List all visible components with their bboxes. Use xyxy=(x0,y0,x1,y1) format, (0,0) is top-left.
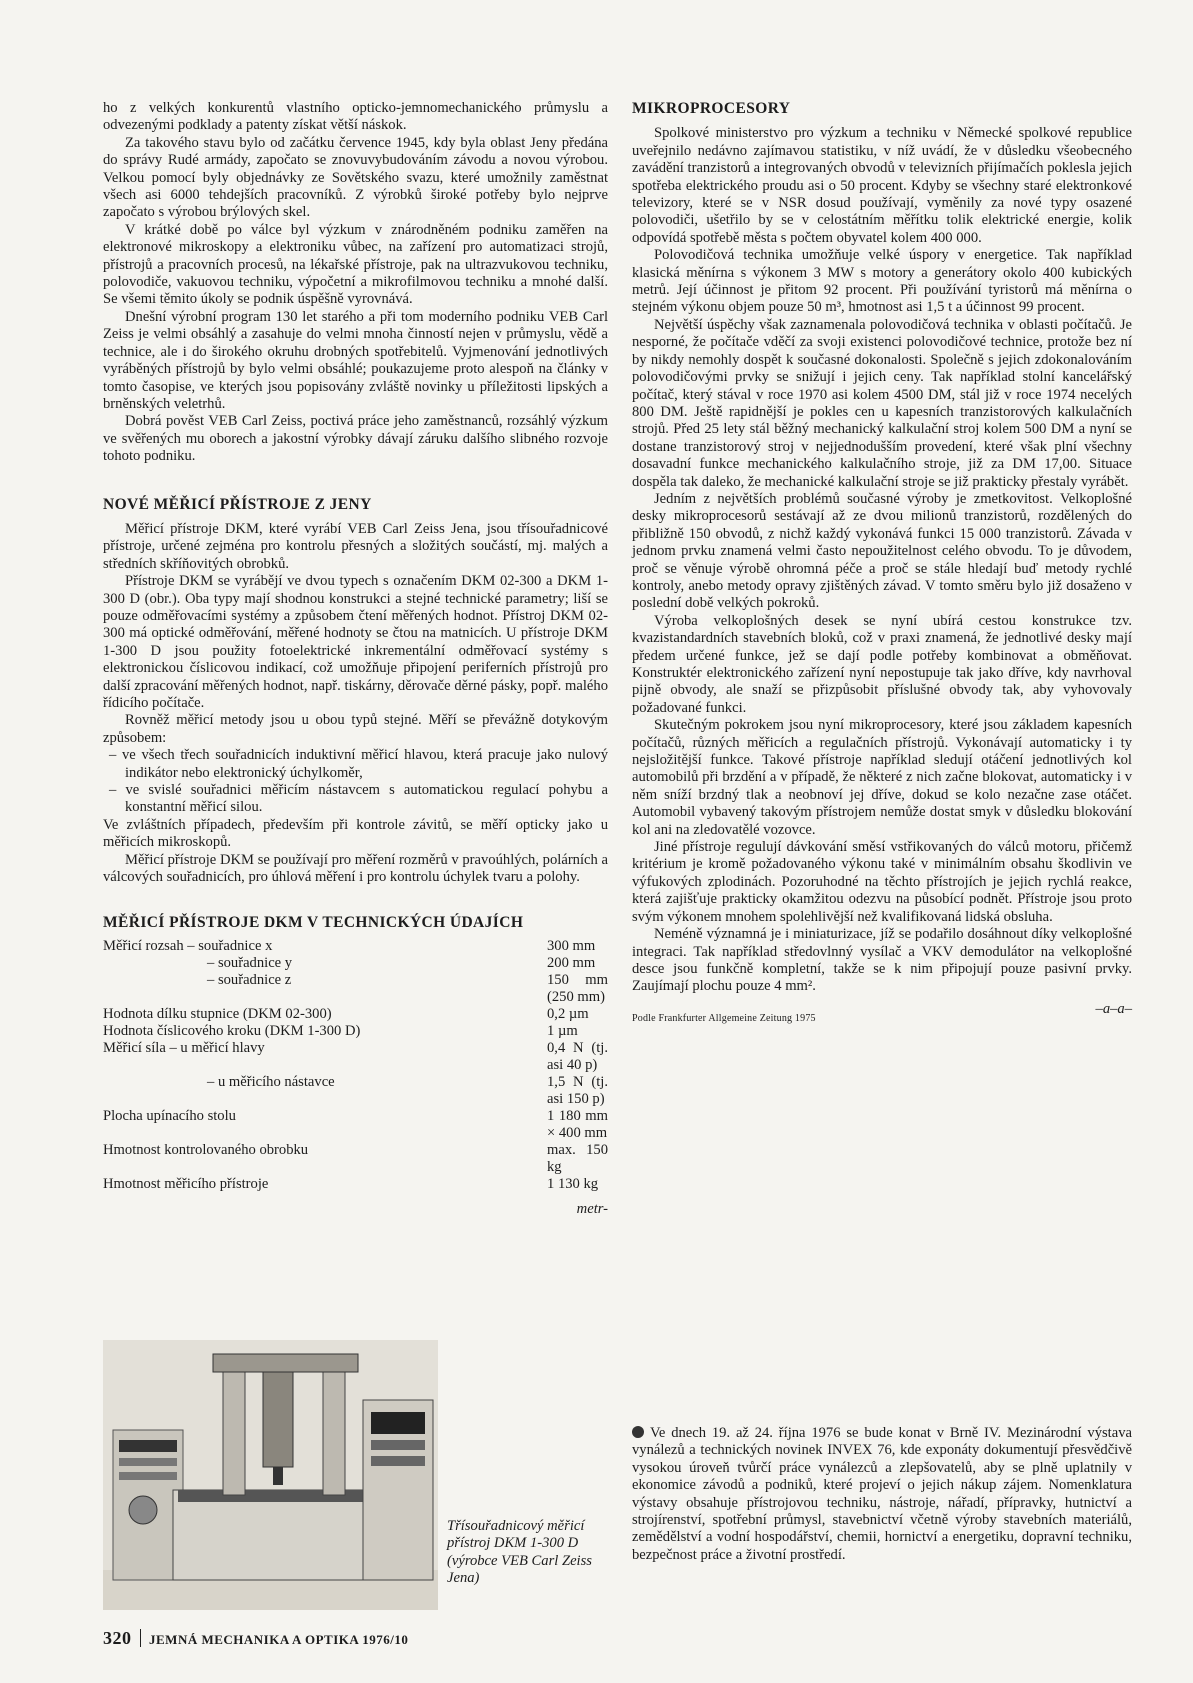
spec-value: max. 150 kg xyxy=(547,1141,608,1175)
spec-row xyxy=(103,955,608,972)
spec-row xyxy=(103,972,608,1006)
paragraph: V krátké době po válce byl výzkum v znárodněném podniku zaměřen na elektronové mikroskopy a elektroniku vůbec, na zařízení pro automatizaci strojů, přístrojů a pracovních procesů, na lékařské přístroje, pak na ultrazvukovou techniku, polovodiče, vakuovou techniku, výpočetní a mikrofilmovou techniku a mnohé další. Se všemi těmito úkoly se podnik úspěšně vyrovnává. xyxy=(103,221,608,308)
spec-row xyxy=(103,1040,608,1074)
paragraph: Měřicí přístroje DKM, které vyrábí VEB Carl Zeiss Jena, jsou třísouřadnicové přístroje, určené zejména pro kontrolu přesných a složitých součástí, mj. malých a středních skříňovitých obrobků. xyxy=(103,520,608,572)
spec-row xyxy=(103,1142,608,1176)
spec-label: Hmotnost měřicího přístroje xyxy=(103,1175,269,1192)
spec-table xyxy=(103,938,608,1193)
spec-table-title: MĚŘICÍ PŘÍSTROJE DKM V TECHNICKÝCH ÚDAJÍCH xyxy=(103,914,524,932)
instrument-illustration xyxy=(103,1340,438,1610)
paragraph: Jiné přístroje regulují dávkování směsí vstřikovaných do válců motoru, přičemž kritérium je kromě požadovaného výkonu také v minimálním obsahu škodlivin ve výfukových zplodinách. Pozoruhodné na těchto přístrojích je jejich rychlá reakce, která zajišťuje prakticky okamžitou odezvu na působící podnět. Přístroje jsou proto svým výkonem mnohem spolehlivější než kvalifikovaná lidská obsluha. xyxy=(632,839,1132,925)
dkm-instrument-photo xyxy=(103,1340,438,1610)
spec-label: Hodnota dílku stupnice (DKM 02-300) xyxy=(103,1005,332,1022)
spec-label: – u měřicího nástavce xyxy=(207,1073,335,1090)
paragraph: Jedním z největších problémů současné výroby je zmetkovitost. Velkoplošné desky mikroprocesorů sestávají až ze dvou milionů tranzistorů, rozdělených do přibližně 150 obvodů, z nichž každý vykonává funkci 15 000 tranzistorů. Závada v jednom prvku znamená velmi často nepoužitelnost celého obvodu. To je důvodem, proč se věnuje výrobě ohromná péče a proč se stále hledají buď metody rychlé kontroly, anebo metody opravy zjištěných závad. V tomto směru bylo již dosaženo v poslední době velkých pokroků. xyxy=(632,490,1132,612)
author-signature: metr- xyxy=(576,1200,608,1217)
spec-value: 150 mm (250 mm) xyxy=(547,971,608,1005)
page-footer xyxy=(103,1628,408,1649)
paragraph: Největší úspěchy však zaznamenala polovodičová technika v oblasti počítačů. Je nesporné, že počítače vděčí za svoji existenci polovodičové technice, protože bez ní by nikdy nemohly dospět k současné dokonalosti. Společně s jejich zdokonalováním polovodičovými prvky se snižují i jejich ceny. Tak například stolní kancelářský počítač, který stával v roce 1970 asi kolem 4500 DM, stál již v roce 1974 necelých 800 DM. Ještě rapidnější je pokles cen u kapesních tranzistorových kalkulačních strojů. Před 25 lety stál běžný mechanický kalkulační stroj kolem 500 DM a nyní se dostane tranzistorový stroj v nejjednodušším provedení, které však plní všechny dosavadní funkce mechanického kalkulačního stroje, již za DM 17,00. Situace dospěla tak daleko, že mechanické kalkulační stroje se již prakticky přestaly vyrábět. xyxy=(632,316,1132,490)
paragraph: Za takového stavu bylo od začátku července 1945, kdy byla oblast Jeny předána do správy Rudé armády, započato se znovuvybudováním závodu a novou výrobou. Velkou pomocí byly objednávky ze Sovětského svazu, které umožnily zaměstnat všech asi 6000 tehdejších pracovníků. Z výrobků široké potřeby bylo nejprve započato s výrobou brýlových skel. xyxy=(103,134,608,221)
spec-value: 1 180 mm × 400 mm xyxy=(547,1107,608,1141)
right-column xyxy=(632,100,1132,1024)
section-heading-mikroprocesory: MIKROPROCESORY xyxy=(632,100,791,117)
spec-label: Hodnota číslicového kroku (DKM 1-300 D) xyxy=(103,1022,361,1039)
spec-label: – souřadnice z xyxy=(207,971,292,988)
paragraph: Polovodičová technika umožňuje velké úspory v energetice. Tak například klasická měnírna s výkonem 3 MW s motory a generátory okolo 400 kubických metrů. Její účinnost je přitom 92 procent. Při používání tyristorů má měnírna o stejném výkonu objem pouze 50 m³, hmotnost asi 1,5 t a účinnost 99 procent. xyxy=(632,247,1132,316)
paragraph: Rovněž měřicí metody jsou u obou typů stejné. Měří se převážně dotykovým způsobem: xyxy=(103,712,608,746)
spec-row xyxy=(103,1176,608,1193)
source-note: Podle Frankfurter Allgemeine Zeitung 1975 xyxy=(632,1012,816,1024)
paragraph: Dobrá pověst VEB Carl Zeiss, poctivá práce jeho zaměstnanců, rozsáhlý výzkum ve svěřených mu oborech a jakostní výrobky dávají záruku dalšího slibného rozvoje tohoto podniku. xyxy=(103,413,608,465)
spec-value: 0,4 N (tj. asi 40 p) xyxy=(547,1039,608,1073)
spec-label: Plocha upínacího stolu xyxy=(103,1107,236,1124)
paragraph: Přístroje DKM se vyrábějí ve dvou typech s označením DKM 02-300 a DKM 1-300 D (obr.). Oba typy mají shodnou konstrukci a stejné technické parametry; liší se pouze odměřovacími systémy a způsobem čtení měřených hodnot. Přístroj DKM 02-300 má optické odměřování, měřené hodnoty se čtou na matnicích. U přístroje DKM 1-300 D jsou použity fotoelektrické inkrementální odměřovací systémy s elektronickou číslicovou indikací, což umožňuje připojení periferních přístrojů pro další zpracování měřených hodnot, např. tiskárny, děrovače děrné pásky, popř. malého řídicího počítače. xyxy=(103,573,608,711)
invex-news-item xyxy=(632,1425,1132,1564)
journal-name: JEMNÁ MECHANIKA A OPTIKA 1976/10 xyxy=(149,1632,409,1647)
paragraph: Dnešní výrobní program 130 let starého a při tom moderního podniku VEB Carl Zeiss je velmi obsáhlý a zasahuje do velmi mnoha činností nejen v průmyslu, vědě a technice, ale i do širokého okruhu drobných spotřebitelů. Vyjmenování jednotlivých vyráběných přístrojů by bylo velmi obsáhlé; poukazujeme proto alespoň na články v tomto časopise, ve kterých jsou popisovány zvláště novinky u příležitosti lipských a brněnských veletrhů. xyxy=(103,308,608,412)
page-number: 320 xyxy=(103,1628,132,1648)
figure-caption: Třísouřadnicový měřicí přístroj DKM 1-300 D (výrobce VEB Carl Zeiss Jena) xyxy=(447,1518,592,1587)
footer-divider xyxy=(140,1629,142,1647)
list-item: – ve svislé souřadnici měřicím nástavcem s automatickou regulací pohybu a konstantní měřicí silou. xyxy=(103,782,608,817)
news-text: Ve dnech 19. až 24. října 1976 se bude konat v Brně IV. Mezinárodní výstava vynálezů a technických novinek INVEX 76, kde exponáty dokumentují přesvědčivě vysokou úroveň tvůrčí práce vynálezců a zlepšovatelů, aby se plně uplatnily v ekonomice závodů a podniků, které projeví o jejich nákup zájem. Nomenklatura výstavy obsahuje přístrojovou techniku, nástroje, nářadí, přípravky, hutnictví a strojírenství, spotřební průmysl, stavebnictví včetně výroby stavebních materiálů, zemědělství a vodní hospodářství, chemii, hornictví a energetiku, dopravní techniku, bezpečnost práce a životní prostředí. xyxy=(632,1425,1132,1563)
spec-label: – souřadnice y xyxy=(207,954,293,971)
spec-value: 200 mm xyxy=(547,954,596,971)
paragraph: Neméně významná je i miniaturizace, jíž se podařilo dosáhnout díky velkoplošné integraci. Tak například středovlnný vysílač a VKV demodulátor na velkoplošné desce jsou funkčně kompletní, takže se k nim připojují pouze pasivní prvky. Zaujímají plochu pouze 4 mm². xyxy=(632,926,1132,995)
spec-value: 1 130 kg xyxy=(547,1175,599,1192)
author-signature: –a–a– xyxy=(1095,1001,1132,1018)
left-column xyxy=(103,100,608,1218)
paragraph: Výroba velkoplošných desek se nyní ubírá cestou konstrukce tzv. kvazistandardních stavebních bloků, což v praxi znamená, že jednotlivé desky mají předem určené funkce, jež se dají podle potřeby kombinovat a obměňovat. Konstruktér elektronického zařízení nyní nepostupuje tak jako dříve, kdy navrhoval pijně obvody, ale snaží se přizpůsobit příslušné obvody tak, aby vyhovovaly požadované funkci. xyxy=(632,612,1132,716)
spec-row xyxy=(103,1074,608,1108)
paragraph: Měřicí přístroje DKM se používají pro měření rozměrů v pravoúhlých, polárních a válcových souřadnicích, pro úhlová měření i pro kontrolu úchylek tvaru a polohy. xyxy=(103,851,608,886)
spec-label: Měřicí síla – u měřicí hlavy xyxy=(103,1039,265,1056)
spec-label: Hmotnost kontrolovaného obrobku xyxy=(103,1141,309,1158)
spec-row xyxy=(103,1108,608,1142)
spec-value: 300 mm xyxy=(547,937,596,954)
spec-label: Měřicí rozsah – souřadnice x xyxy=(103,937,273,954)
spec-value: 0,2 µm xyxy=(547,1005,589,1022)
spec-value: 1 µm xyxy=(547,1022,578,1039)
paragraph: Ve zvláštních případech, především při kontrole závitů, se měří opticky jako u měřicích mikroskopů. xyxy=(103,816,608,851)
list-item: – ve všech třech souřadnicích induktivní měřicí hlavou, která pracuje jako nulový indikátor nebo elektronický úchylkoměr, xyxy=(103,747,608,782)
spec-row xyxy=(103,938,608,955)
spec-row xyxy=(103,1023,608,1040)
spec-value: 1,5 N (tj. asi 150 p) xyxy=(547,1073,608,1107)
section-heading-nove-merici-pristroje: NOVÉ MĚŘICÍ PŘÍSTROJE Z JENY xyxy=(103,495,372,513)
paragraph: Spolkové ministerstvo pro výzkum a techniku v Německé spolkové republice uveřejnilo nedávno zajímavou statistiku, v níž uvádí, že v důsledku všeobecného zavádění tranzistorů a integrovaných obvodů v televizních přijímačích poklesla jejich spotřeba elektrického proudu asi o 50 procent. Kdyby se všechny staré elektronkové televizory, které se v NSR dosud používají, vyměnily za nové typy osazené polovodiči, ušetřilo by se v celostátním měřítku tolik elektrické energie, kolik odpovídá spotřebě města s počtem obyvatel kolem 400 000. xyxy=(632,125,1132,246)
spec-row xyxy=(103,1006,608,1023)
bullet-icon xyxy=(632,1426,644,1438)
paragraph: ho z velkých konkurentů vlastního opticko-jemnomechanického průmyslu a odvezenými podklady a patenty získat větší náskok. xyxy=(103,100,608,134)
measurement-methods-list xyxy=(103,747,608,817)
paragraph: Skutečným pokrokem jsou nyní mikroprocesory, které jsou základem kapesních počítačů, různých měřicích a regulačních přístrojů. Vykonávají automaticky i ty nejsložitější funkce. Takové přístroje například sledují otáčení jednotlivých kol automobilů při brzdění a v případě, že některé z nich začne blokovat, automaticky i v něm sníží brzdný tlak a neobnoví jej dříve, dokud se kolo nezačne zase otáčet. Automobil vybavený takovým přístrojem nemůže dostat smyk v důsledku blokování kol ani na zledovatělé vozovce. xyxy=(632,717,1132,838)
